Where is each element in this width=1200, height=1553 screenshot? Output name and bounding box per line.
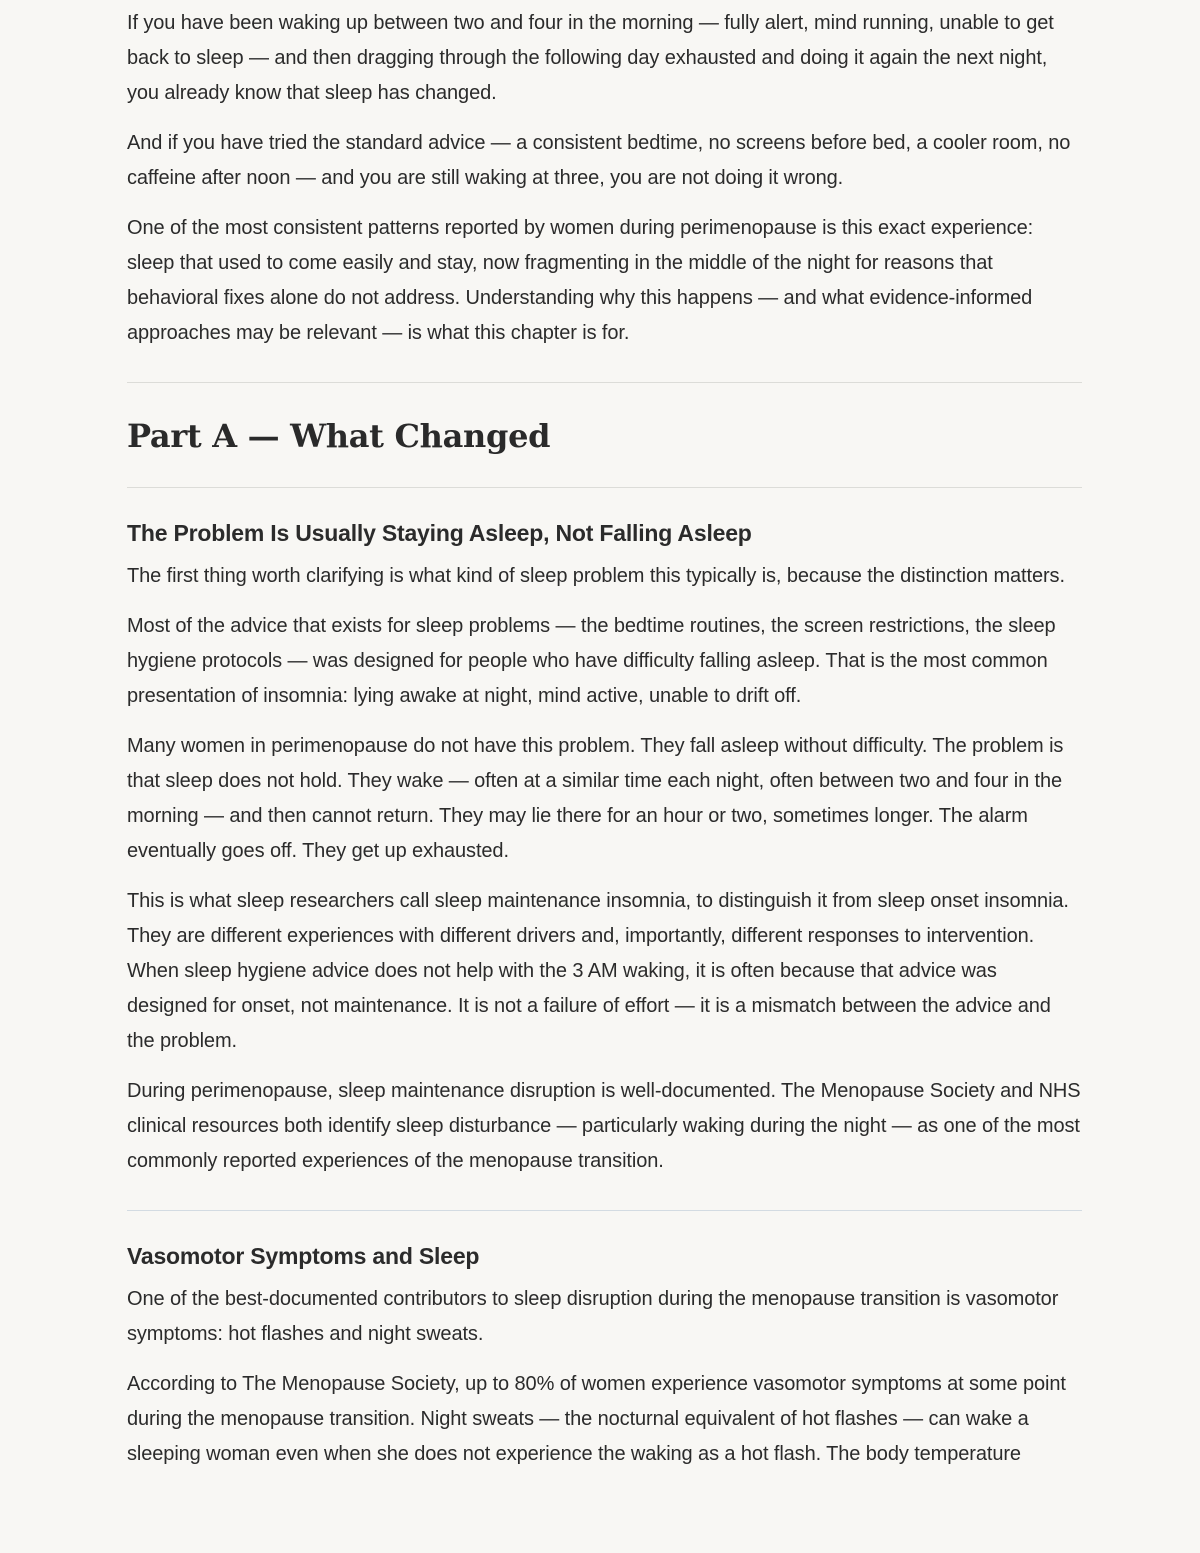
staying-asleep-paragraph-1: The first thing worth clarifying is what kind of sleep problem this typically is, because the distinction matters. bbox=[127, 565, 1065, 587]
staying-asleep-heading: The Problem Is Usually Staying Asleep, Not Falling Asleep bbox=[127, 520, 752, 546]
vasomotor-heading: Vasomotor Symptoms and Sleep bbox=[127, 1243, 480, 1269]
intro-paragraph-1: If you have been waking up between two and four in the morning — fully alert, mind running, unable to get back to sleep — and then dragging through the following day exhausted and doing it again the next night, you already know that sleep has changed. bbox=[127, 12, 1054, 104]
intro-paragraph-2: And if you have tried the standard advice — a consistent bedtime, no screens before bed, a cooler room, no caffeine after noon — and you are still waking at three, you are not doing it wrong. bbox=[127, 132, 1071, 189]
intro-section bbox=[127, 6, 1082, 351]
chapter-content bbox=[127, 6, 1082, 1487]
section-divider-2 bbox=[127, 1210, 1082, 1211]
staying-asleep-paragraph-2: Most of the advice that exists for sleep problems — the bedtime routines, the screen restrictions, the sleep hygiene protocols — was designed for people who have difficulty falling asleep. That is the most common presentation of insomnia: lying awake at night, mind active, unable to drift off. bbox=[127, 615, 1056, 707]
intro-paragraph-3: One of the most consistent patterns reported by women during perimenopause is this exact experience: sleep that used to come easily and stay, now fragmenting in the middle of the night for reasons that behavioral fixes alone do not address. Understanding why this happens — and what evidence-informed approaches may be relevant — is what this chapter is for. bbox=[127, 217, 1034, 344]
staying-asleep-paragraph-3: Many women in perimenopause do not have this problem. They fall asleep without difficulty. The problem is that sleep does not hold. They wake — often at a similar time each night, often between two and four in the morning — and then cannot return. They may lie there for an hour or two, sometimes longer. The alarm eventually goes off. They get up exhausted. bbox=[127, 735, 1064, 862]
vasomotor-section bbox=[127, 1240, 1082, 1472]
staying-asleep-paragraph-4: This is what sleep researchers call sleep maintenance insomnia, to distinguish it from sleep onset insomnia. They are different experiences with different drivers and, importantly, different responses to intervention. When sleep hygiene advice does not help with the 3 AM waking, it is often because that advice was designed for onset, not maintenance. It is not a failure of effort — it is a mismatch between the advice and the problem. bbox=[127, 890, 1069, 1052]
staying-asleep-section bbox=[127, 517, 1082, 1179]
part-a-title: Part A — What Changed bbox=[127, 417, 551, 455]
section-divider bbox=[127, 382, 1082, 383]
vasomotor-paragraph-2: According to The Menopause Society, up to 80% of women experience vasomotor symptoms at some point during the menopause transition. Night sweats — the nocturnal equivalent of hot flashes — can wake a sleeping woman even when she does not experience the waking as a hot flash. The body temperature bbox=[127, 1373, 1066, 1465]
part-title-divider bbox=[127, 487, 1082, 488]
vasomotor-paragraph-1: One of the best-documented contributors to sleep disruption during the menopause transition is vasomotor symptoms: hot flashes and night sweats. bbox=[127, 1288, 1059, 1345]
staying-asleep-paragraph-5: During perimenopause, sleep maintenance disruption is well-documented. The Menopause Society and NHS clinical resources both identify sleep disturbance — particularly waking during the night — as one of the most commonly reported experiences of the menopause transition. bbox=[127, 1080, 1081, 1172]
